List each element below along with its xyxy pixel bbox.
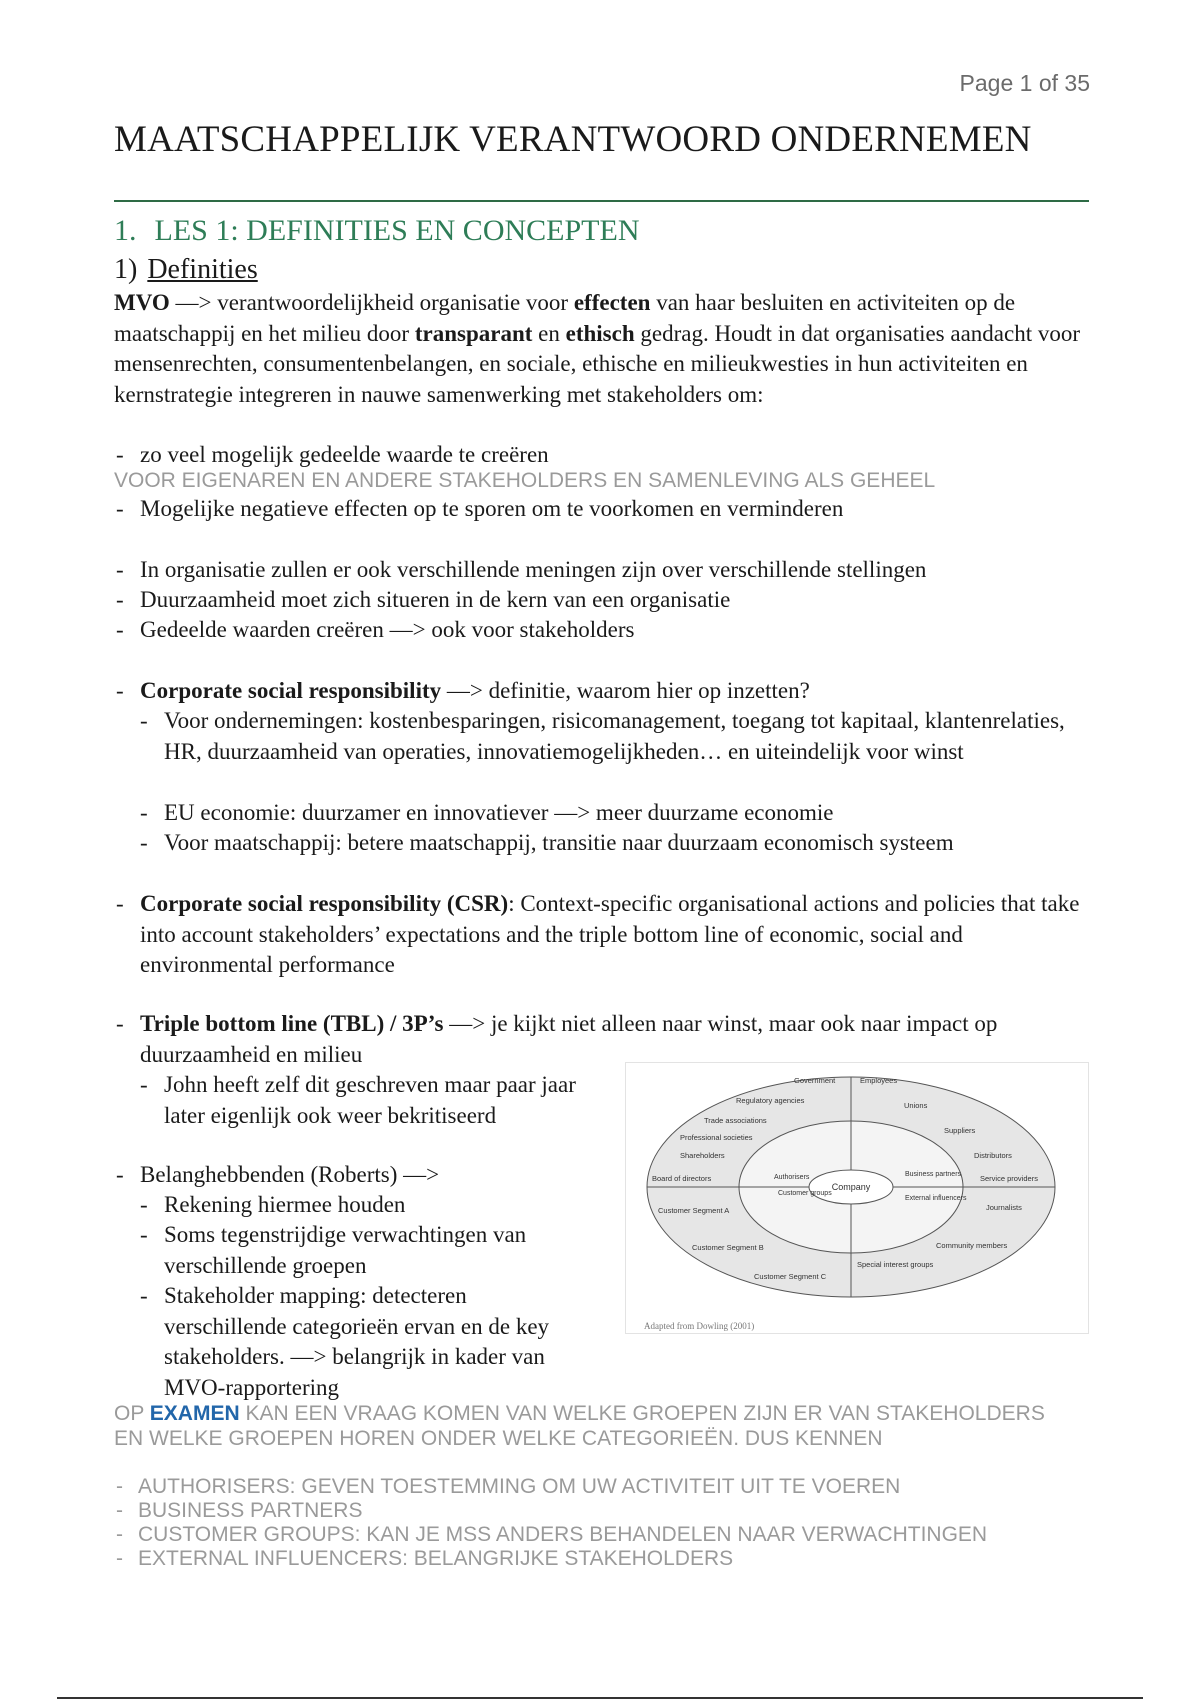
mvo-note: VOOR EIGENAREN EN ANDERE STAKEHOLDERS EN SAMENLEVING ALS GEHEEL — [114, 469, 936, 492]
label-shareholders: Shareholders — [680, 1151, 725, 1160]
exam-list-item-text: EXTERNAL INFLUENCERS: BELANGRIJKE STAKEHOLDERS — [138, 1547, 734, 1570]
label-community: Community members — [936, 1241, 1008, 1250]
label-government: Government — [794, 1076, 836, 1085]
mvo-text-3: en — [532, 320, 566, 346]
list-item-text: Duurzaamheid moet zich situeren in de kern van een organisatie — [140, 587, 731, 612]
list-item-text: zo veel mogelijk gedeelde waarde te creëren — [140, 442, 549, 467]
sub-list-item: - EU economie: duurzamer en innovatiever —> meer duurzame economie — [140, 800, 834, 825]
sub-list-item: - Voor maatschappij: betere maatschappij, transitie naar duurzaam economisch systeem — [140, 830, 954, 855]
label-professional: Professional societies — [680, 1133, 753, 1142]
sub-list-item-text: Voor maatschappij: betere maatschappij, transitie naar duurzaam economisch systeem — [164, 830, 954, 855]
exam-list-item: - CUSTOMER GROUPS: KAN JE MSS ANDERS BEHANDELEN NAAR VERWACHTINGEN — [116, 1523, 988, 1546]
sub-list-item-text: Rekening hiermee houden — [164, 1192, 406, 1217]
page-bottom-divider — [57, 1697, 1143, 1699]
exam-list-item-text: CUSTOMER GROUPS: KAN JE MSS ANDERS BEHANDELEN NAAR VERWACHTINGEN — [138, 1523, 988, 1546]
section-number: 1. — [114, 214, 137, 247]
csr-definition-item: - Corporate social responsibility (CSR): Context-specific organisational actions and policies that take into account stakeholders’ expectations and the triple bottom line of economic, social and environmental performance — [116, 891, 1080, 977]
sub-list-item-text: EU economie: duurzamer en innovatiever —> meer duurzame economie — [164, 800, 834, 825]
inner-external-influencers: External influencers — [905, 1195, 967, 1202]
sub-list-item: - Stakeholder mapping: detecteren verschillende categorieën ervan en de key stakeholders. —> belangrijk in kader van MVO-rapportering — [140, 1283, 550, 1400]
mvo-text-1: —> verantwoordelijkheid organisatie voor — [169, 290, 574, 315]
sub-list-item-text: Soms tegenstrijdige verwachtingen van verschillende groepen — [164, 1222, 527, 1278]
exam-note-text: KAN EEN VRAAG KOMEN VAN WELKE GROEPEN ZIJN ER VAN STAKEHOLDERS EN WELKE GROEPEN HOREN ONDER WELKE CATEGORIEËN. DUS KENNEN — [114, 1402, 1045, 1450]
label-segment-a: Customer Segment A — [658, 1206, 730, 1215]
inner-authorisers: Authorisers — [774, 1174, 810, 1181]
label-unions: Unions — [904, 1101, 928, 1110]
label-journalists: Journalists — [986, 1203, 1022, 1212]
section-title: LES 1: DEFINITIES EN CONCEPTEN — [154, 214, 640, 247]
figure-caption: Adapted from Dowling (2001) — [644, 1321, 755, 1331]
exam-note-accent: EXAMEN — [149, 1402, 240, 1425]
mvo-text-2: van haar besluiten en activiteiten op de maatschappij en het milieu door — [114, 290, 1016, 346]
stakeholder-map-figure — [625, 1062, 1089, 1334]
tbl-text: —> je kijkt niet alleen naar winst, maar ook naar impact op duurzaamheid en milieu — [140, 1011, 998, 1067]
stakeholders-label: Belanghebbenden (Roberts) —> — [140, 1162, 440, 1187]
label-suppliers: Suppliers — [944, 1126, 976, 1135]
sub-list-item: - Soms tegenstrijdige verwachtingen van verschillende groepen — [140, 1222, 527, 1278]
csr-text: —> definitie, waarom hier op inzetten? — [441, 678, 810, 703]
mvo-bold-transparant: transparant — [414, 320, 533, 346]
mvo-bold-ethisch: ethisch — [565, 320, 635, 346]
mvo-bold-effecten: effecten — [573, 290, 651, 315]
sub-list-item: - John heeft zelf dit geschreven maar paar jaar later eigenlijk ook weer bekritiseerd — [140, 1072, 576, 1128]
exam-list-item-text: BUSINESS PARTNERS — [138, 1499, 363, 1522]
csr-def-term: Corporate social responsibility (CSR) — [140, 891, 509, 916]
list-item: - Mogelijke negatieve effecten op te sporen om te voorkomen en verminderen — [116, 496, 844, 521]
stakeholder-map-diagram — [626, 1063, 1088, 1333]
center-label: Company — [831, 1182, 871, 1192]
exam-list-item: - BUSINESS PARTNERS — [116, 1499, 363, 1522]
exam-list-item-text: AUTHORISERS: GEVEN TOESTEMMING OM UW ACTIVITEIT UIT TE VOEREN — [138, 1475, 901, 1498]
inner-business-partners: Business partners — [905, 1171, 962, 1178]
list-item: - Gedeelde waarden creëren —> ook voor stakeholders — [116, 617, 635, 642]
label-regulatory: Regulatory agencies — [736, 1096, 805, 1105]
exam-list-item: - AUTHORISERS: GEVEN TOESTEMMING OM UW ACTIVITEIT UIT TE VOEREN — [116, 1475, 901, 1498]
inner-customer-groups: Customer groups — [778, 1190, 832, 1197]
section-heading — [114, 214, 639, 248]
exam-list-item: - EXTERNAL INFLUENCERS: BELANGRIJKE STAKEHOLDERS — [116, 1547, 734, 1570]
mvo-definition — [114, 288, 1094, 410]
sub-list-item-text: Voor ondernemingen: kostenbesparingen, risicomanagement, toegang tot kapitaal, klantenrelaties, HR, duurzaamheid van operaties, innovatiemogelijkheden… en uiteindelijk voor winst — [164, 708, 1065, 764]
subsection-heading — [114, 254, 258, 286]
exam-note-prefix: OP — [114, 1402, 150, 1425]
label-distributors: Distributors — [974, 1151, 1012, 1160]
tbl-item: - Triple bottom line (TBL) / 3P’s —> je kijkt niet alleen naar winst, maar ook naar impact op duurzaamheid en milieu — [116, 1011, 998, 1067]
mvo-text-4: gedrag. Houdt in dat organisaties aandacht voor mensenrechten, consumentenbelangen, en sociale, ethische en milieukwesties in hun activiteiten en kernstrategie integreren in nauwe samenwerking met stakeholders om: — [114, 320, 1081, 407]
title-divider — [114, 200, 1089, 202]
label-employees: Employees — [860, 1076, 898, 1085]
list-item: - Duurzaamheid moet zich situeren in de kern van een organisatie — [116, 587, 731, 612]
sub-list-item-text: John heeft zelf dit geschreven maar paar jaar later eigenlijk ook weer bekritiseerd — [164, 1072, 576, 1128]
subsection-number: 1) — [114, 254, 138, 285]
csr-term: Corporate social responsibility — [140, 678, 442, 703]
list-item-text: Gedeelde waarden creëren —> ook voor stakeholders — [140, 617, 635, 642]
list-item: - In organisatie zullen er ook verschillende meningen zijn over verschillende stellingen — [116, 557, 927, 582]
page-number: Page 1 of 35 — [959, 70, 1090, 96]
sub-list-item-text: Stakeholder mapping: detecteren verschillende categorieën ervan en de key stakeholders. —> belangrijk in kader van MVO-rapportering — [164, 1283, 550, 1400]
list-item: - zo veel mogelijk gedeelde waarde te creëren — [116, 442, 549, 467]
sub-list-item: - Rekening hiermee houden — [140, 1192, 406, 1217]
list-item-text: Mogelijke negatieve effecten op te sporen om te voorkomen en verminderen — [140, 496, 844, 521]
label-service-providers: Service providers — [980, 1174, 1038, 1183]
exam-note — [114, 1402, 1064, 1451]
document-title: MAATSCHAPPELIJK VERANTWOORD ONDERNEMEN — [114, 119, 1032, 160]
csr-item: - Corporate social responsibility —> definitie, waarom hier op inzetten? — [116, 678, 810, 703]
label-segment-c: Customer Segment C — [754, 1272, 827, 1281]
label-board: Board of directors — [652, 1174, 712, 1183]
csr-def-text: : Context-specific organisational actions and policies that take into account stakeholders’ expectations and the triple bottom line of economic, social and environmental performance — [140, 891, 1080, 977]
list-item-text: In organisatie zullen er ook verschillende meningen zijn over verschillende stellingen — [140, 557, 927, 582]
subsection-title: Definities — [147, 254, 258, 285]
label-trade: Trade associations — [704, 1116, 767, 1125]
sub-list-item: - Voor ondernemingen: kostenbesparingen, risicomanagement, toegang tot kapitaal, klantenrelaties, HR, duurzaamheid van operaties, innovatiemogelijkheden… en uiteindelijk voor winst — [140, 708, 1065, 764]
stakeholders-item: - Belanghebbenden (Roberts) —> — [116, 1162, 440, 1187]
mvo-term: MVO — [114, 290, 170, 315]
label-segment-b: Customer Segment B — [692, 1243, 764, 1252]
label-special-interest: Special interest groups — [857, 1260, 934, 1269]
tbl-term: Triple bottom line (TBL) / 3P’s — [140, 1011, 444, 1036]
